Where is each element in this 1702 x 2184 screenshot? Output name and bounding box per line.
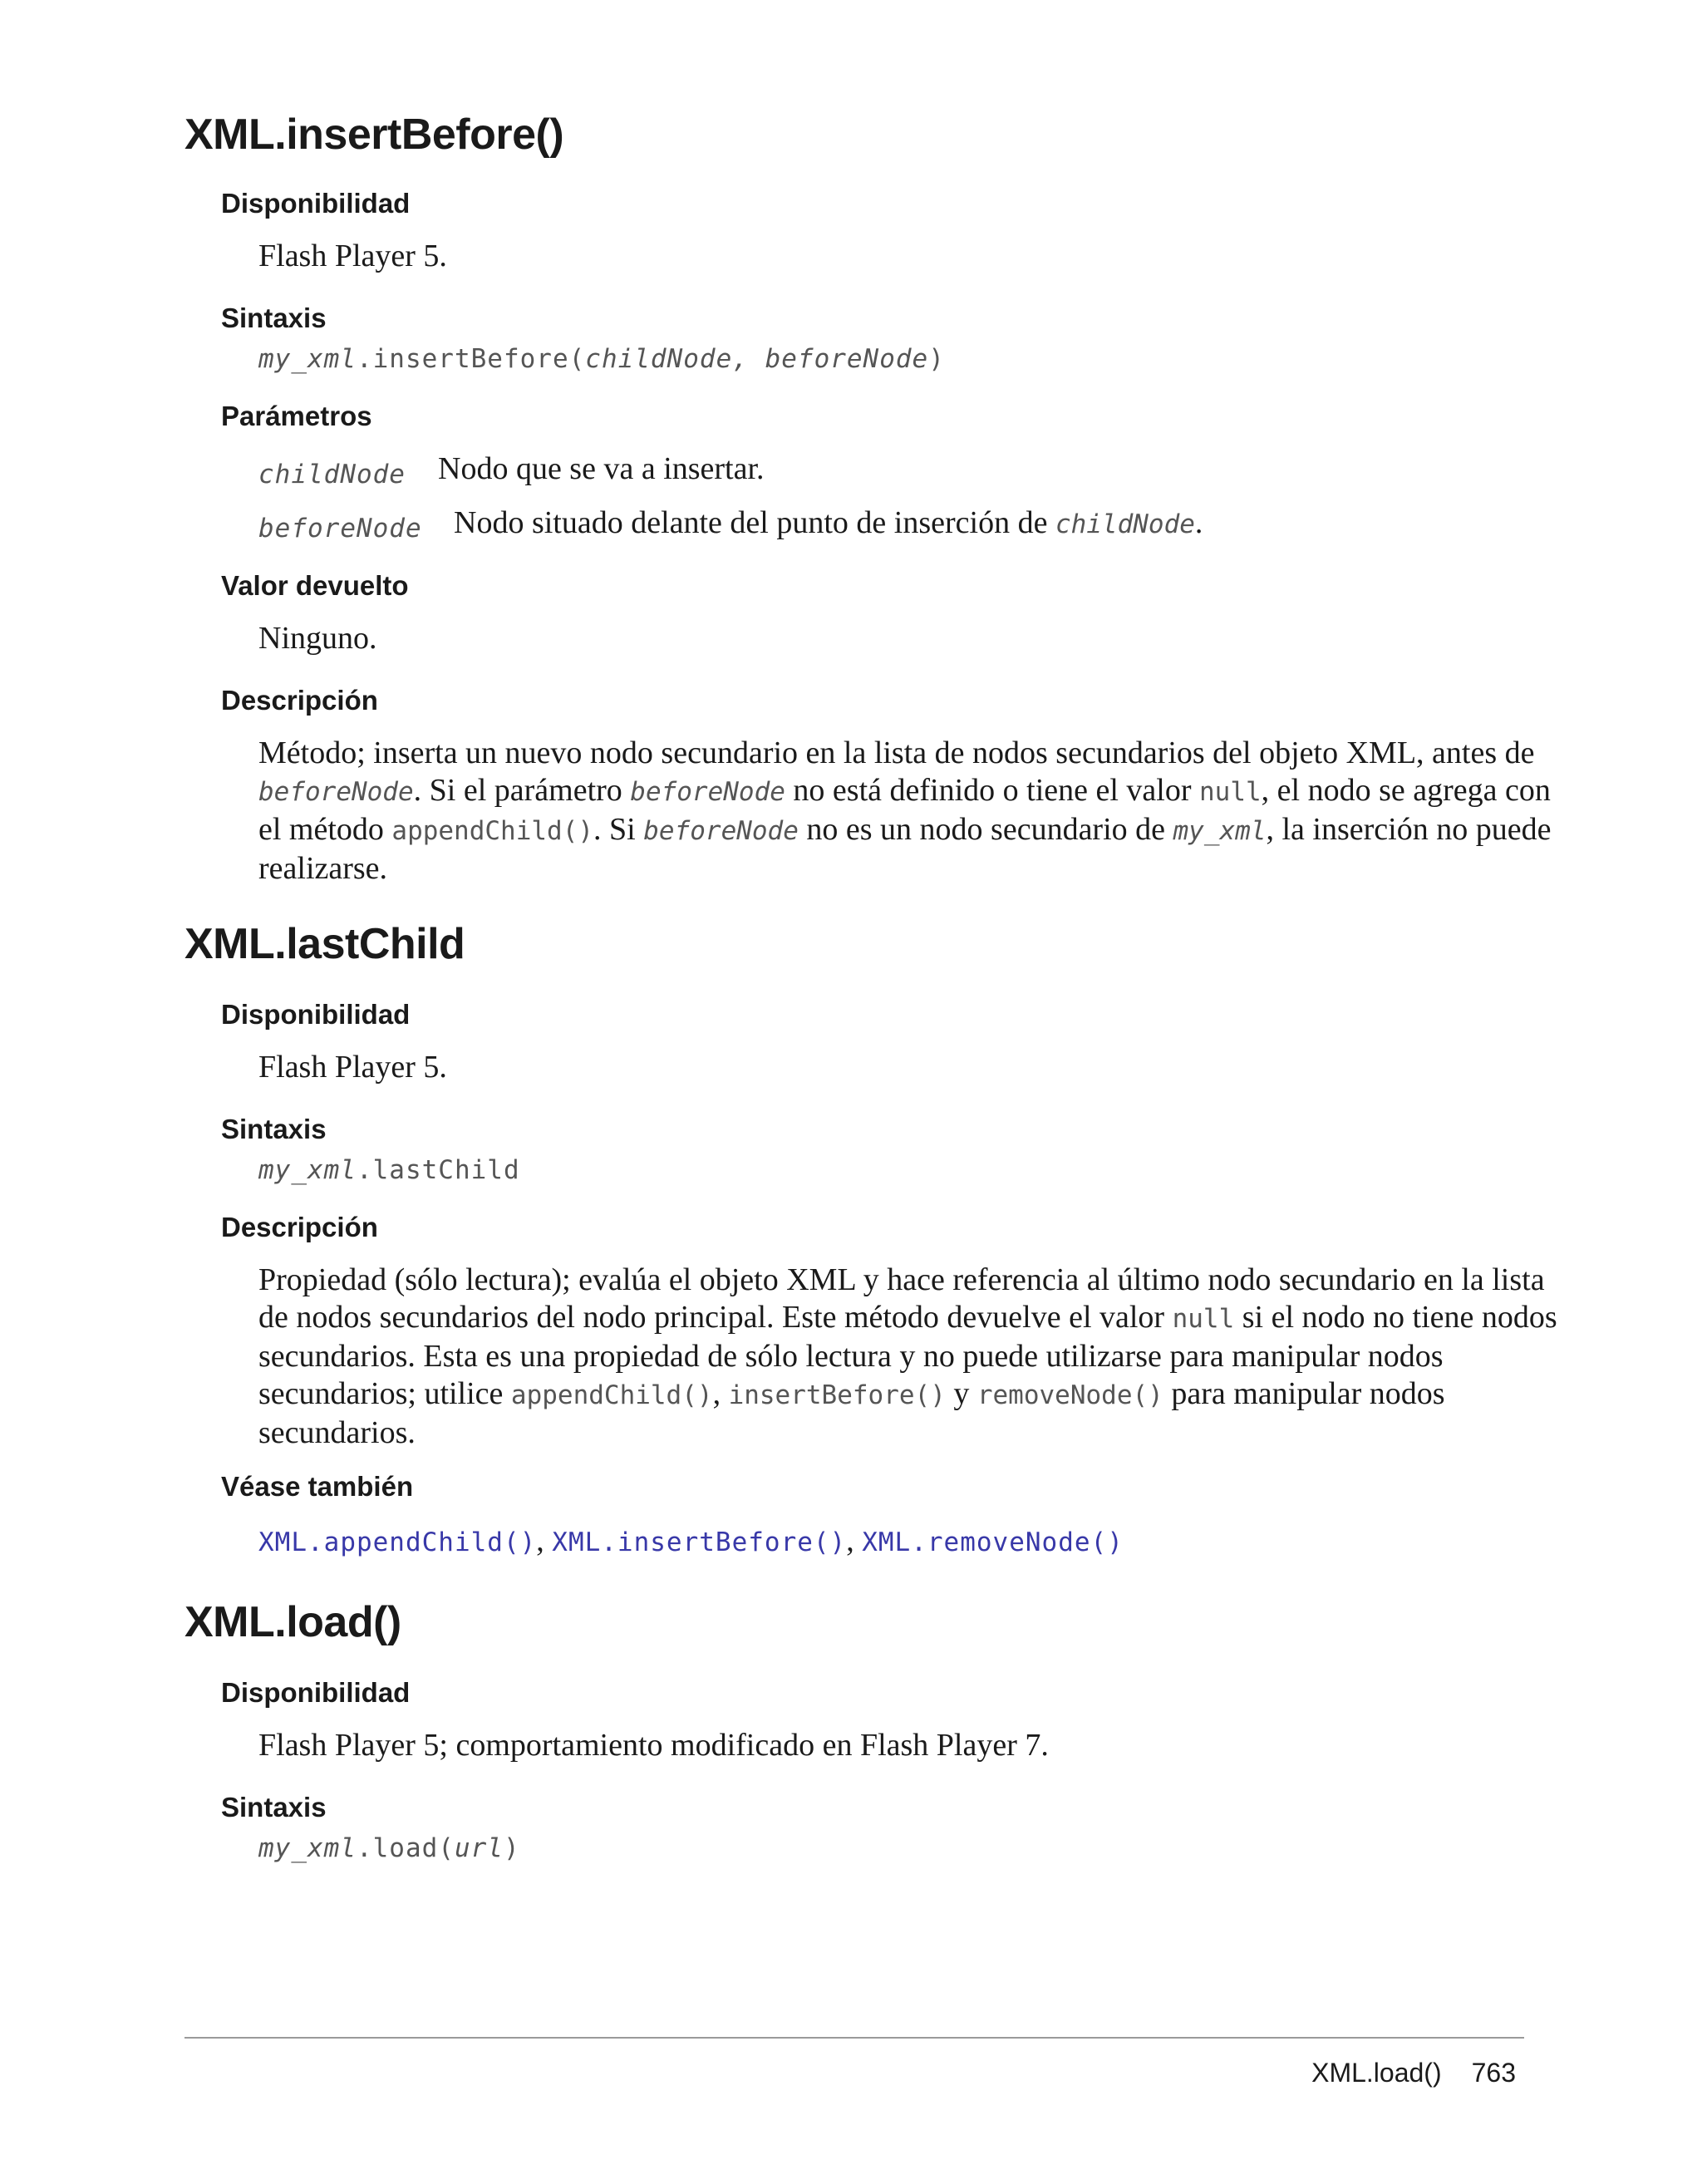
return-value-heading: Valor devuelto [221, 570, 409, 601]
section-title-load: XML.load() [184, 1598, 401, 1646]
parameters-heading: Parámetros [221, 401, 372, 431]
inline-code: beforeNode [630, 777, 785, 807]
inline-code: removeNode() [976, 1380, 1163, 1410]
inline-code: appendChild() [510, 1380, 713, 1410]
availability-text: Flash Player 5; comportamiento modificado en Flash Player 7. [258, 1728, 1049, 1763]
availability-text: Flash Player 5. [258, 1050, 447, 1085]
syntax-heading: Sintaxis [221, 1114, 327, 1144]
syntax-method: .lastChild [356, 1155, 520, 1185]
syntax-object: my_xml [258, 344, 357, 374]
see-also-links: XML.appendChild(), XML.insertBefore(), XML.removeNode() [258, 1523, 1124, 1558]
syntax-heading: Sintaxis [221, 303, 327, 333]
syntax-close: ) [928, 344, 945, 374]
availability-heading: Disponibilidad [221, 188, 411, 219]
syntax-method: .load( [356, 1833, 455, 1863]
syntax-code [258, 1152, 1563, 1189]
see-also-link-removenode[interactable]: XML.removeNode() [862, 1527, 1124, 1557]
param-name-childnode: childNode [258, 460, 406, 489]
inline-code: null [1172, 1304, 1235, 1334]
availability-heading: Disponibilidad [221, 1677, 411, 1708]
description-heading: Descripción [221, 1212, 378, 1242]
syntax-code [258, 341, 1563, 378]
inline-code: insertBefore() [728, 1380, 946, 1410]
syntax-close: ) [503, 1833, 520, 1863]
inline-code: beforeNode [643, 816, 799, 846]
syntax-object: my_xml [258, 1833, 357, 1863]
description-heading: Descripción [221, 685, 378, 716]
param-name-beforenode: beforeNode [258, 514, 422, 544]
inline-code: childNode [1055, 509, 1195, 539]
syntax-heading: Sintaxis [221, 1792, 327, 1822]
see-also-heading: Véase también [221, 1471, 414, 1502]
syntax-args: childNode, beforeNode [585, 344, 929, 374]
syntax-args: url [454, 1833, 504, 1863]
param-desc-childnode: Nodo que se va a insertar. [438, 451, 765, 486]
see-also-link-appendchild[interactable]: XML.appendChild() [258, 1527, 537, 1557]
inline-code: appendChild() [391, 816, 594, 846]
footer-divider [184, 2037, 1524, 2039]
page-footer [1311, 2058, 1516, 2088]
page-number: 763 [1471, 2058, 1516, 2088]
param-desc-beforenode: Nodo situado delante del punto de inserción de childNode. [454, 505, 1203, 540]
availability-text: Flash Player 5. [258, 239, 447, 273]
inline-code: null [1199, 777, 1262, 807]
section-title-insertbefore: XML.insertBefore() [184, 111, 564, 159]
return-value-text: Ninguno. [258, 621, 377, 656]
see-also-link-insertbefore[interactable]: XML.insertBefore() [552, 1527, 847, 1557]
syntax-object: my_xml [258, 1155, 357, 1185]
description-text: Propiedad (sólo lectura); evalúa el objeto XML y hace referencia al último nodo secundario en la lista de nodos secundarios del nodo principal. Este método devuelve el valor null si el nodo no tiene nodos secundarios. Esta es una propiedad de sólo lectura y no puede utilizarse para manipular nodos secundarios; utilice appendChild(), insertBefore() y removeNode() para manipular nodos secundarios. [258, 1262, 1557, 1450]
syntax-method: .insertBefore( [356, 344, 586, 374]
availability-heading: Disponibilidad [221, 999, 411, 1030]
footer-section-title: XML.load() [1311, 2058, 1442, 2088]
description-text: Método; inserta un nuevo nodo secundario en la lista de nodos secundarios del objeto XML, antes de beforeNode. Si el parámetro beforeNode no está definido o tiene el valor null, el nodo se agrega con el método appendChild(). Si beforeNode no es un nodo secundario de my_xml, la inserción no puede realizarse. [258, 735, 1552, 886]
inline-code: beforeNode [258, 777, 414, 807]
inline-code: my_xml [1173, 816, 1267, 846]
syntax-code [258, 1830, 1563, 1867]
section-title-lastchild: XML.lastChild [184, 920, 465, 968]
